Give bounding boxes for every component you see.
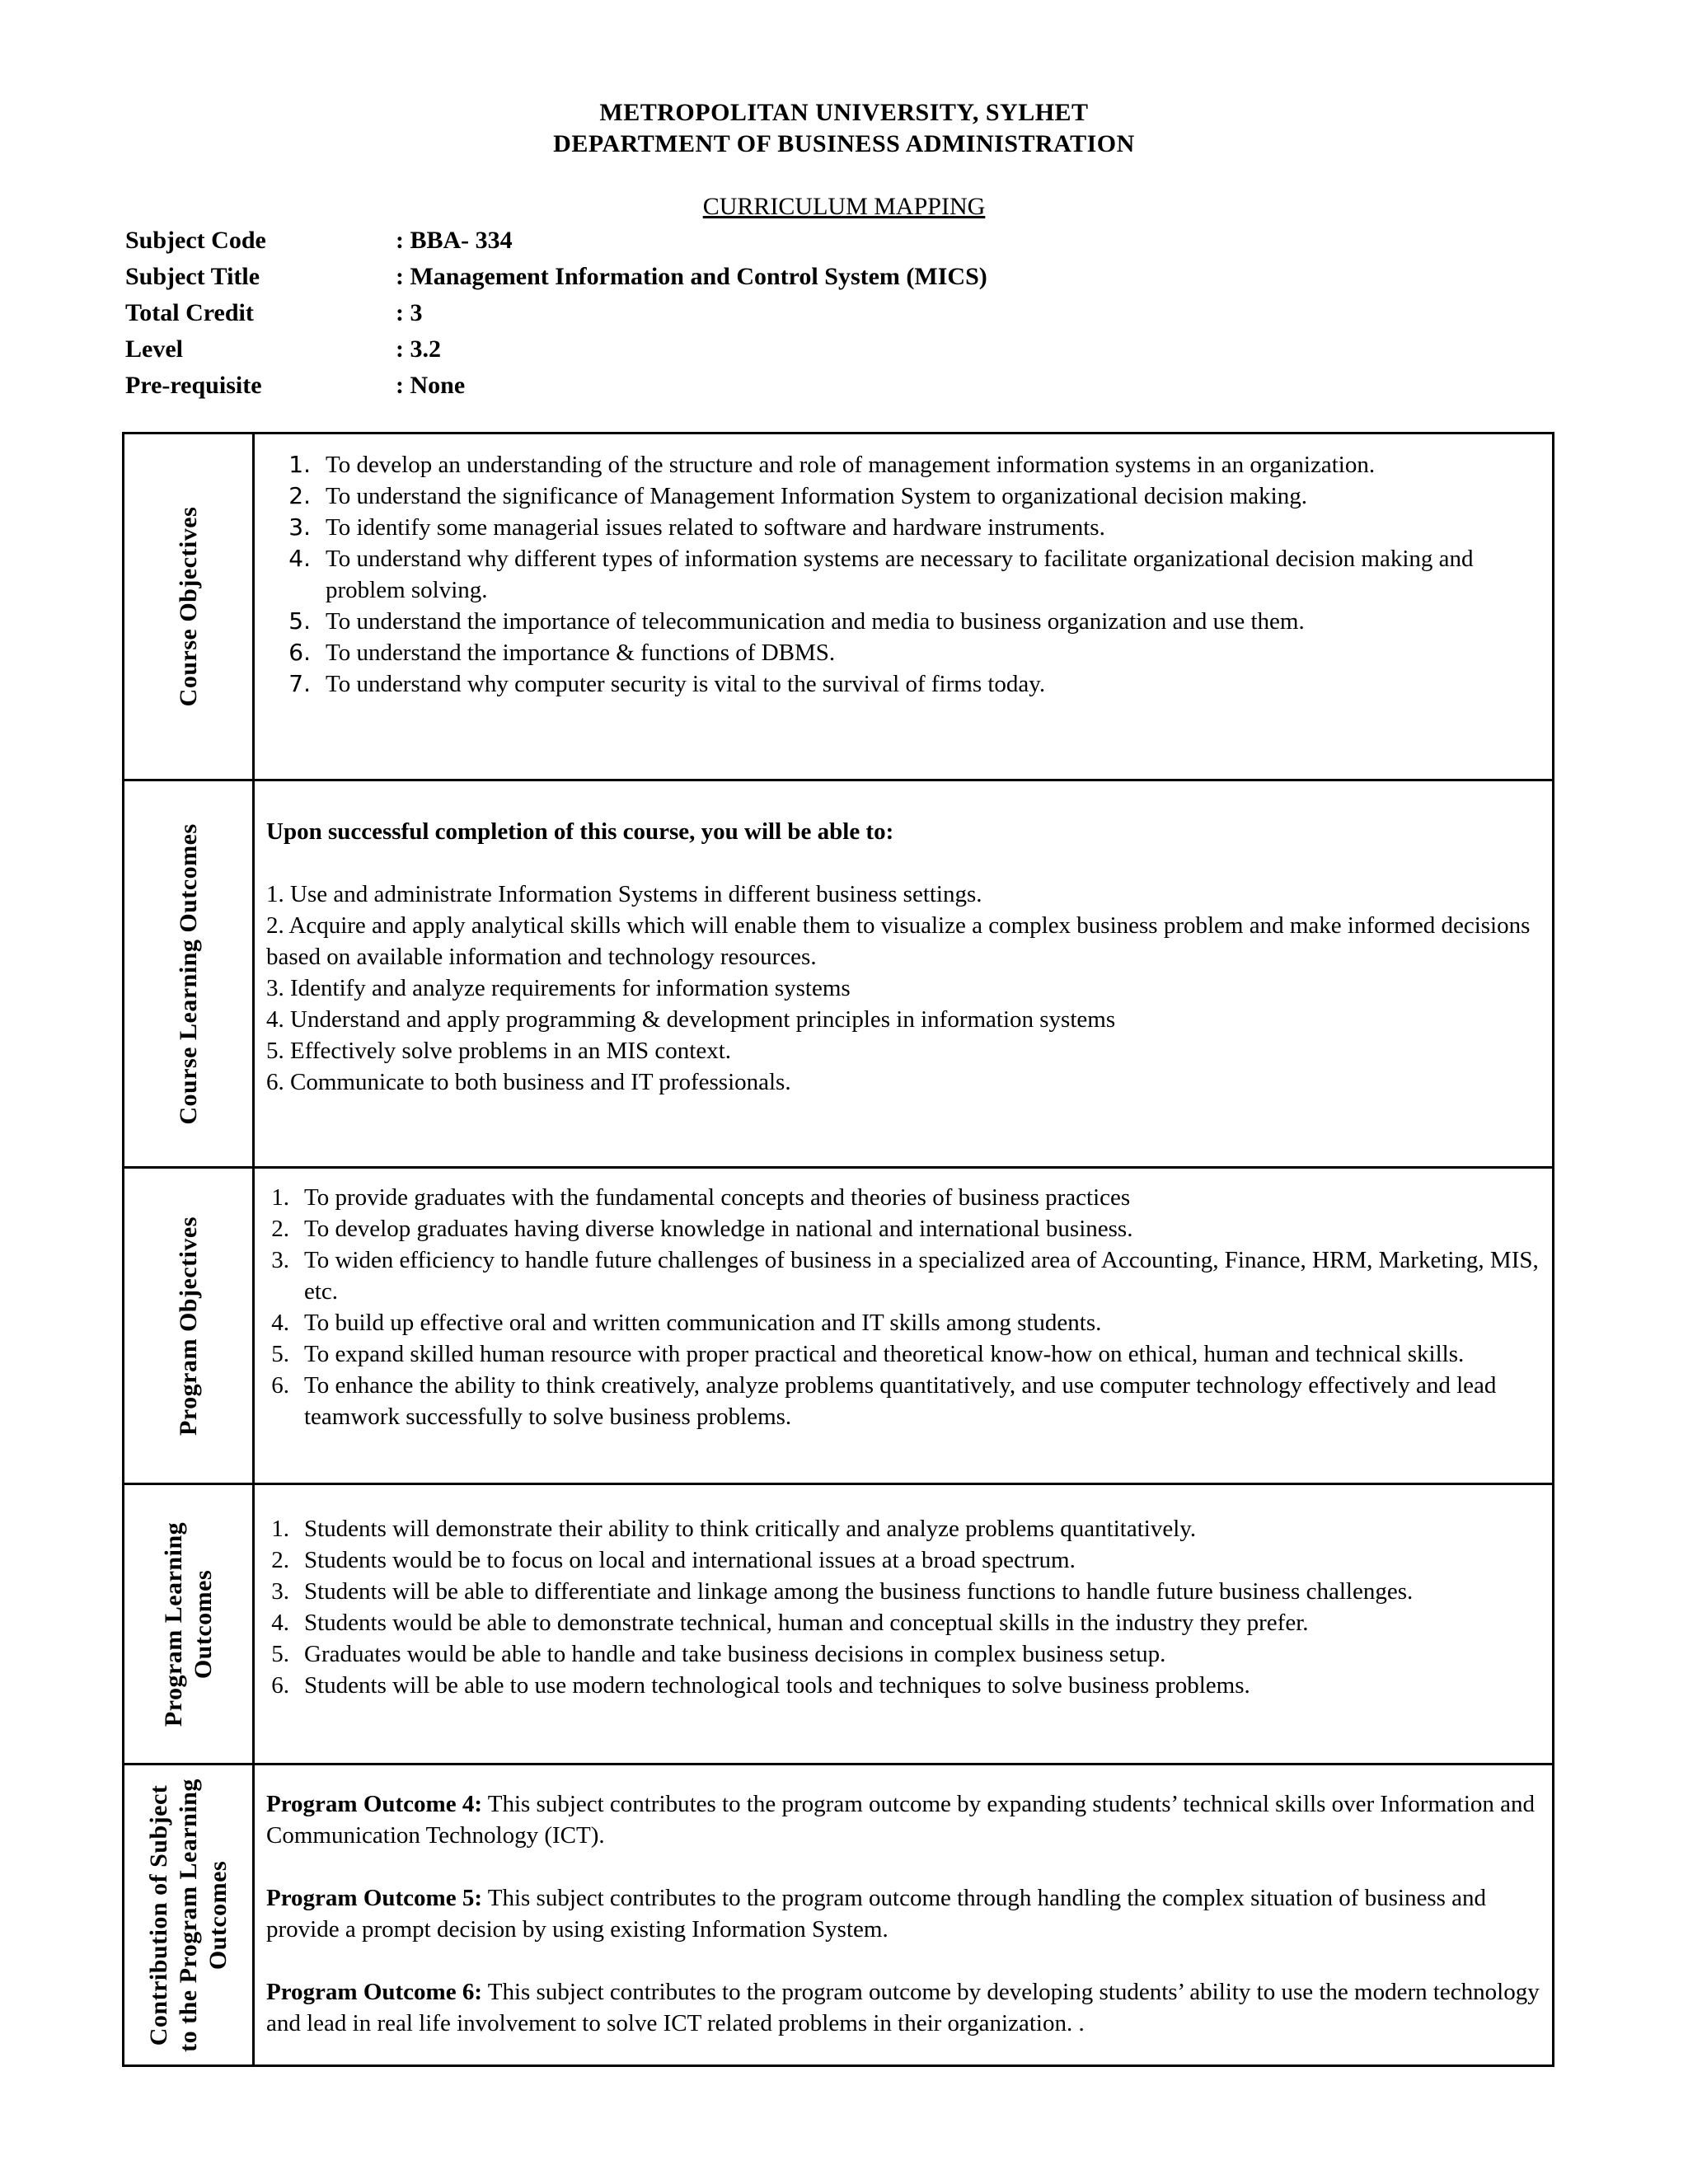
list-item: 6. Students will be able to use modern technological tools and techniques to solve business problems.	[271, 1672, 1250, 1699]
subject-title-label: Subject Title	[125, 263, 260, 290]
list-item: 2. Students would be to focus on local and international issues at a broad spectrum.	[271, 1547, 1076, 1573]
contribution-heading-cell	[124, 1765, 255, 2064]
list-item: 3. To widen efficiency to handle future challenges of business in a specialized area of Accounting, Finance, HRM, Marketing, MIS, etc.	[271, 1247, 1539, 1305]
course-learning-outcomes-section	[124, 779, 1552, 1166]
program-learning-outcomes-list	[266, 1513, 1540, 1701]
program-objectives-content	[255, 1169, 1552, 1483]
list-item: 1. To develop an understanding of the structure and role of management information systems in an organization.	[288, 451, 1376, 478]
program-outcome-6: Program Outcome 6: This subject contributes to the program outcome by developing students’ ability to use the modern technology and lead in real life involvement to solve ICT related problems in their organization. .	[266, 1979, 1540, 2036]
subject-info	[125, 223, 1550, 404]
prerequisite-row	[125, 368, 1550, 404]
contribution-section	[124, 1763, 1552, 2064]
list-item: 5. Graduates would be able to handle and take business decisions in complex business setup.	[271, 1641, 1166, 1667]
list-item: 4. To understand why different types of information systems are necessary to facilitate organizational decision making and problem solving.	[288, 545, 1474, 603]
level-label: Level	[125, 335, 183, 363]
list-item: 5. Effectively solve problems in an MIS context.	[266, 1038, 732, 1064]
contribution-heading: Contribution of Subject to the Program Learning Outcomes	[144, 1778, 232, 2052]
course-learning-outcomes-content	[255, 781, 1552, 1166]
course-objectives-section	[124, 434, 1552, 779]
course-objectives-heading-cell	[124, 434, 255, 779]
prerequisite-label: Pre-requisite	[125, 372, 262, 399]
list-item: 3. To identify some managerial issues related to software and hardware instruments.	[288, 513, 1105, 541]
curriculum-table	[122, 432, 1554, 2067]
prerequisite-value: : None	[396, 372, 466, 399]
course-learning-outcomes-heading: Course Learning Outcomes	[174, 823, 202, 1125]
subject-code-row	[125, 223, 1550, 259]
list-item: 1. Students will demonstrate their ability to think critically and analyze problems quantitatively.	[271, 1516, 1197, 1542]
total-credit-value: : 3	[396, 299, 423, 326]
program-objectives-heading-cell	[124, 1169, 255, 1483]
contribution-content	[255, 1765, 1552, 2064]
university-name: METROPOLITAN UNIVERSITY, SYLHET	[599, 99, 1089, 126]
list-item: 6. Communicate to both business and IT professionals.	[266, 1069, 791, 1095]
program-objectives-heading: Program Objectives	[174, 1216, 202, 1436]
subject-title-value: : Management Information and Control System (MICS)	[396, 263, 987, 290]
course-objectives-content	[255, 434, 1552, 779]
program-objectives-list	[266, 1182, 1540, 1432]
program-outcome-4: Program Outcome 4: This subject contributes to the program outcome by expanding students’ technical skills over Information and Communication Technology (ICT).	[266, 1791, 1536, 1849]
level-value: : 3.2	[396, 335, 441, 363]
subject-code-label: Subject Code	[125, 227, 266, 254]
program-objectives-section	[124, 1166, 1552, 1483]
list-item: 4. Students would be able to demonstrate technical, human and conceptual skills in the industry they prefer.	[271, 1610, 1309, 1636]
list-item: 2. Acquire and apply analytical skills which will enable them to visualize a complex business problem and make informed decisions based on available information and technology resources.	[266, 912, 1531, 970]
list-item: 2. To develop graduates having diverse knowledge in national and international business.	[271, 1216, 1133, 1242]
program-learning-outcomes-section	[124, 1483, 1552, 1763]
total-credit-label: Total Credit	[125, 299, 254, 326]
clo-intro: Upon successful completion of this course, you will be able to:	[266, 818, 894, 845]
list-item: 7. To understand why computer security is vital to the survival of firms today.	[288, 670, 1046, 697]
list-item: 6. To enhance the ability to think creatively, analyze problems quantitatively, and use computer technology effectively and lead teamwork successfully to solve business problems.	[271, 1372, 1497, 1430]
list-item: 6. To understand the importance & functions of DBMS.	[288, 639, 836, 666]
list-item: 4. Understand and apply programming & development principles in information systems	[266, 1006, 1116, 1033]
list-item: 3. Students will be able to differentiate and linkage among the business functions to handle future business challenges.	[271, 1578, 1414, 1605]
program-learning-outcomes-heading: Program Learning Outcomes	[159, 1521, 217, 1727]
document-subtitle: CURRICULUM MAPPING	[702, 193, 986, 220]
total-credit-row	[125, 295, 1550, 331]
list-item: 5. To expand skilled human resource with proper practical and theoretical know-how on ethical, human and technical skills.	[271, 1341, 1465, 1367]
list-item: 4. To build up effective oral and written communication and IT skills among students.	[271, 1310, 1102, 1336]
list-item: 5. To understand the importance of telecommunication and media to business organization and use them.	[288, 607, 1305, 635]
level-row	[125, 331, 1550, 368]
list-item: 1. To provide graduates with the fundamental concepts and theories of business practices	[271, 1184, 1131, 1211]
department-name: DEPARTMENT OF BUSINESS ADMINISTRATION	[553, 130, 1135, 157]
list-item: 1. Use and administrate Information Systems in different business settings.	[266, 881, 982, 907]
program-outcome-5: Program Outcome 5: This subject contributes to the program outcome through handling the complex situation of business and provide a prompt decision by using existing Information System.	[266, 1885, 1487, 1943]
subject-title-row	[125, 259, 1550, 295]
course-objectives-list	[266, 449, 1540, 700]
course-learning-outcomes-heading-cell	[124, 781, 255, 1166]
program-learning-outcomes-heading-cell	[124, 1485, 255, 1763]
list-item: 3. Identify and analyze requirements for information systems	[266, 975, 851, 1001]
course-objectives-heading: Course Objectives	[174, 506, 202, 707]
list-item: 2. To understand the significance of Management Information System to organizational decision making.	[288, 482, 1307, 509]
subject-code-value: : BBA- 334	[396, 227, 513, 254]
program-learning-outcomes-content	[255, 1485, 1552, 1763]
